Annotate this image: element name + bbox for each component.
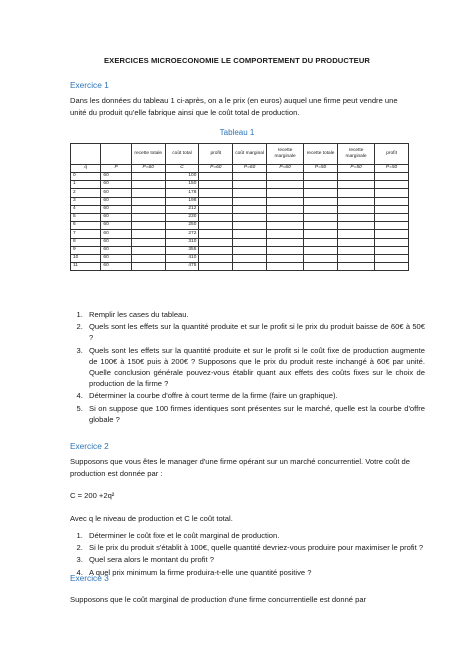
table-cell-empty xyxy=(337,238,374,246)
table-cell-empty xyxy=(131,263,165,271)
table-subheader-cell: P=50 xyxy=(304,165,338,173)
table-cell-empty xyxy=(337,230,374,238)
table-subheader-cell: P=50 xyxy=(337,165,374,173)
table-cell-empty xyxy=(267,205,304,213)
table-cell-p: 60 xyxy=(101,254,131,262)
table-cell-empty xyxy=(233,173,267,181)
table-cell-c: 355 xyxy=(165,246,199,254)
table-cell-empty xyxy=(199,205,233,213)
table-cell-empty xyxy=(131,197,165,205)
table-cell-empty xyxy=(375,173,409,181)
table-cell-p: 60 xyxy=(101,189,131,197)
table-cell-empty xyxy=(304,238,338,246)
table-cell-empty xyxy=(267,222,304,230)
exercise-2-question-1: 1. Déterminer le coût fixe et le coût marginal de production. xyxy=(85,530,425,541)
exercise-3-heading: Exercice 3 xyxy=(70,573,109,583)
table-cell-empty xyxy=(267,230,304,238)
table-subheader-cell: P=60 xyxy=(267,165,304,173)
table-cell-empty xyxy=(337,205,374,213)
table-cell-empty xyxy=(304,173,338,181)
table-cell-c: 198 xyxy=(165,197,199,205)
table-cell-empty xyxy=(267,189,304,197)
table-cell-empty xyxy=(375,181,409,189)
table-cell-empty xyxy=(131,238,165,246)
table-cell-q: 5 xyxy=(71,213,101,221)
table-row xyxy=(71,173,409,181)
table-cell-empty xyxy=(375,213,409,221)
table-cell-empty xyxy=(337,222,374,230)
table-cell-empty xyxy=(199,189,233,197)
table-cell-c: 178 xyxy=(165,189,199,197)
exercise-3-intro: Supposons que le coût marginal de production d'une firme concurrentielle est donné par xyxy=(70,595,367,604)
table-cell-empty xyxy=(199,213,233,221)
table-cell-empty xyxy=(304,197,338,205)
table-header-cell: recette totale xyxy=(304,144,338,165)
table-cell-empty xyxy=(233,181,267,189)
table-header-cell xyxy=(101,144,131,165)
table-cell-empty xyxy=(131,173,165,181)
table-row xyxy=(71,238,409,246)
table-header-cell: recette totale xyxy=(131,144,165,165)
table-cell-empty xyxy=(375,238,409,246)
table-cell-q: 2 xyxy=(71,189,101,197)
table-cell-q: 0 xyxy=(71,173,101,181)
table-cell-empty xyxy=(375,254,409,262)
table-cell-empty xyxy=(304,222,338,230)
table-cell-empty xyxy=(131,213,165,221)
table-cell-empty xyxy=(267,197,304,205)
table-subheader-cell: C xyxy=(165,165,199,173)
table-header-cell: profit xyxy=(375,144,409,165)
table-cell-empty xyxy=(337,213,374,221)
table-subheader-cell: P=60 xyxy=(199,165,233,173)
table-row xyxy=(71,222,409,230)
table-cell-c: 310 xyxy=(165,238,199,246)
table-cell-empty xyxy=(267,213,304,221)
table-cell-q: 4 xyxy=(71,205,101,213)
table-cell-empty xyxy=(375,205,409,213)
table-cell-empty xyxy=(267,254,304,262)
table-header-cell: recette marginale xyxy=(337,144,374,165)
table-row xyxy=(71,181,409,189)
table-cell-empty xyxy=(199,254,233,262)
exercise-2-definition: Avec q le niveau de production et C le coût total. xyxy=(70,514,233,523)
table-cell-empty xyxy=(233,230,267,238)
table-cell-p: 60 xyxy=(101,173,131,181)
table-cell-q: 6 xyxy=(71,222,101,230)
table-header-cell: coût total xyxy=(165,144,199,165)
table-cell-empty xyxy=(199,230,233,238)
table-row xyxy=(71,254,409,262)
table-row xyxy=(71,230,409,238)
table-row xyxy=(71,205,409,213)
table-cell-empty xyxy=(304,205,338,213)
table-row xyxy=(71,263,409,271)
table-cell-empty xyxy=(337,246,374,254)
table-title: Tableau 1 xyxy=(219,128,255,137)
table-cell-empty xyxy=(199,246,233,254)
exercise-2-question-4: 4. A quel prix minimum la firme produira-t-elle une quantité positive ? xyxy=(85,567,425,578)
table-cell-empty xyxy=(337,173,374,181)
table-cell-q: 3 xyxy=(71,197,101,205)
table-cell-empty xyxy=(337,254,374,262)
table-cell-empty xyxy=(304,246,338,254)
table-subheader-cell: q xyxy=(71,165,101,173)
table-cell-p: 60 xyxy=(101,205,131,213)
table-cell-empty xyxy=(375,246,409,254)
table-subheader-row xyxy=(71,165,409,173)
exercise-2-heading: Exercice 2 xyxy=(70,441,109,451)
table-cell-empty xyxy=(233,246,267,254)
table-cell-p: 60 xyxy=(101,238,131,246)
table-cell-p: 60 xyxy=(101,230,131,238)
table-cell-empty xyxy=(337,197,374,205)
table-cell-q: 10 xyxy=(71,254,101,262)
table-cell-empty xyxy=(267,173,304,181)
table-cell-p: 60 xyxy=(101,213,131,221)
table-cell-q: 7 xyxy=(71,230,101,238)
table-cell-empty xyxy=(199,173,233,181)
table-header-cell: coût marginal xyxy=(233,144,267,165)
table-header-cell: profit xyxy=(199,144,233,165)
exercise-1-question-3: 3. Quels sont les effets sur la quantité produite et sur le profit si le coût fixe de production augmente de 100€ à 150€ puis à 200€ ? Supposons que le prix du produit reste inchangé à 60€ par unité. Quelle conclusion générale pouvez-vous établir quant aux effets des coûts fixes sur le choix de production de la firme ? xyxy=(85,345,425,390)
table-cell-empty xyxy=(375,230,409,238)
table-cell-p: 60 xyxy=(101,263,131,271)
table-row xyxy=(71,197,409,205)
table-cell-empty xyxy=(304,254,338,262)
table-header-cell xyxy=(71,144,101,165)
table-cell-empty xyxy=(233,222,267,230)
table-header-row xyxy=(71,144,409,165)
table-cell-c: 250 xyxy=(165,222,199,230)
exercise-1-question-5: 5. Si on suppose que 100 firmes identiques sont présentes sur le marché, quelle est la courbe d'offre globale ? xyxy=(85,403,425,425)
cost-formula: C = 200 +2q² xyxy=(70,491,115,500)
table-cell-empty xyxy=(233,263,267,271)
table-cell-c: 230 xyxy=(165,213,199,221)
exercise-1-heading: Exercice 1 xyxy=(70,80,109,90)
exercise-1-question-4: 4. Déterminer la courbe d'offre à court terme de la firme (faire un graphique). xyxy=(85,390,425,401)
table-cell-empty xyxy=(199,197,233,205)
table-cell-p: 60 xyxy=(101,246,131,254)
table-cell-empty xyxy=(337,263,374,271)
table-subheader-cell: P xyxy=(101,165,131,173)
table-cell-c: 100 xyxy=(165,173,199,181)
table-cell-p: 60 xyxy=(101,181,131,189)
table-cell-empty xyxy=(199,263,233,271)
table-cell-empty xyxy=(375,222,409,230)
table-row xyxy=(71,213,409,221)
table-cell-empty xyxy=(233,238,267,246)
table-cell-empty xyxy=(233,254,267,262)
document-title: EXERCICES MICROECONOMIE LE COMPORTEMENT DU PRODUCTEUR xyxy=(103,56,371,65)
table-cell-empty xyxy=(131,246,165,254)
table-cell-empty xyxy=(267,181,304,189)
table-row xyxy=(71,189,409,197)
table-cell-q: 9 xyxy=(71,246,101,254)
table-row xyxy=(71,246,409,254)
exercise-1-intro: Dans les données du tableau 1 ci-après, on a le prix (en euros) auquel une firme peut vendre une unité du produit qu'elle fabrique ainsi que le coût total de production. xyxy=(70,96,398,117)
exercise-2-question-3: 3. Quel sera alors le montant du profit ? xyxy=(85,554,425,565)
table-cell-q: 8 xyxy=(71,238,101,246)
table-cell-empty xyxy=(131,205,165,213)
table-subheader-cell: P=60 xyxy=(131,165,165,173)
table-cell-empty xyxy=(375,263,409,271)
exercise-1-questions xyxy=(70,309,425,426)
table-cell-empty xyxy=(304,263,338,271)
table-cell-q: 11 xyxy=(71,263,101,271)
table-cell-empty xyxy=(131,181,165,189)
table-cell-empty xyxy=(131,254,165,262)
table-subheader-cell: P=60 xyxy=(233,165,267,173)
data-table xyxy=(70,143,409,271)
table-cell-p: 60 xyxy=(101,197,131,205)
exercise-2-questions xyxy=(70,530,425,579)
table-cell-empty xyxy=(199,181,233,189)
table-cell-empty xyxy=(131,189,165,197)
table-cell-empty xyxy=(233,197,267,205)
table-cell-empty xyxy=(267,263,304,271)
exercise-1-question-2: 2. Quels sont les effets sur la quantité produite et sur le profit si le prix du produit baisse de 60€ à 50€ ? xyxy=(85,321,425,343)
table-header-cell: recette marginale xyxy=(267,144,304,165)
table-cell-empty xyxy=(267,238,304,246)
table-cell-empty xyxy=(267,246,304,254)
exercise-2-intro: Supposons que vous êtes le manager d'une firme opérant sur un marché concurrentiel. Votre coût de production est donnée par : xyxy=(70,457,410,478)
table-cell-c: 272 xyxy=(165,230,199,238)
table-cell-c: 410 xyxy=(165,254,199,262)
table-cell-empty xyxy=(337,181,374,189)
table-cell-c: 150 xyxy=(165,181,199,189)
table-cell-empty xyxy=(131,230,165,238)
table-cell-c: 212 xyxy=(165,205,199,213)
table-cell-empty xyxy=(233,189,267,197)
table-cell-empty xyxy=(233,213,267,221)
table-cell-empty xyxy=(199,238,233,246)
table-cell-empty xyxy=(304,181,338,189)
table-cell-empty xyxy=(375,189,409,197)
table-cell-p: 60 xyxy=(101,222,131,230)
table-subheader-cell: P=50 xyxy=(375,165,409,173)
table-cell-empty xyxy=(233,205,267,213)
table-cell-empty xyxy=(304,213,338,221)
table-cell-empty xyxy=(304,189,338,197)
table-cell-c: 475 xyxy=(165,263,199,271)
table-cell-empty xyxy=(337,189,374,197)
exercise-2-question-2: 2. Si le prix du produit s'établit à 100€, quelle quantité devriez-vous produire pour maximiser le profit ? xyxy=(85,542,425,553)
table-cell-empty xyxy=(375,197,409,205)
table-cell-q: 1 xyxy=(71,181,101,189)
table-cell-empty xyxy=(131,222,165,230)
table-cell-empty xyxy=(304,230,338,238)
exercise-1-question-1: 1. Remplir les cases du tableau. xyxy=(85,309,425,320)
table-cell-empty xyxy=(199,222,233,230)
